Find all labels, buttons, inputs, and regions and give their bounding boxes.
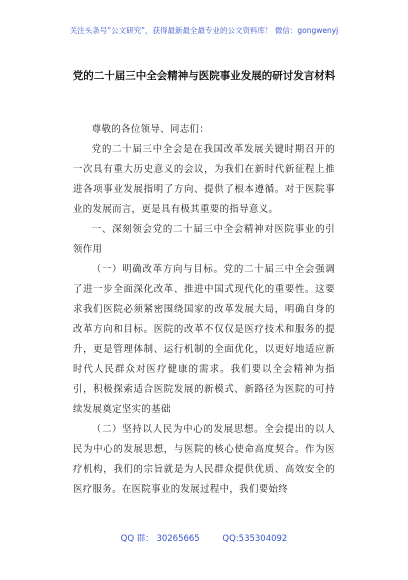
- footer-qq-group: QQ 群： 30265665: [120, 534, 200, 544]
- salutation: 尊敬的各位领导、同志们：: [91, 124, 210, 135]
- document-title: 党的二十届三中全会精神与医院事业发展的研讨发言材料: [72, 70, 336, 82]
- document-body: [73, 120, 335, 500]
- paragraph-intro: 党的二十届三中全会是在我国改革发展关键时期召开的一次具有重大历史意义的会议，为我们在新时代新征程上推进各项事业发展指明了方向、提供了根本遵循。对于医院事业的发展而言，更是具有极其重要的指导意义。: [73, 144, 335, 215]
- paragraph-reform-direction: （一）明确改革方向与目标。党的二十届三中全会强调了进一步全面深化改革、推进中国式现代化的重要性。这要求我们医院必须紧密围绕国家的改革发展大局，明确自身的改革方向和目标。医院的改革不仅仅是医疗技术和服务的提升，更是管理体制、运行机制的全面优化，以更好地适应新时代人民群众对医疗健康的需求。我们要以全会精神为指引，积极探索适合医院发展的新模式、新路径为医院的可持续发展奠定坚实的基础: [73, 264, 335, 415]
- footer-qq-number: QQ:535304092: [222, 534, 288, 544]
- footer-contact: [0, 532, 408, 544]
- paragraph-people-centered: （二）坚持以人民为中心的发展思想。全会提出的以人民为中心的发展思想，与医院的核心使命高度契合。作为医疗机构，我们的宗旨就是为人民群众提供优质、高效安全的医疗服务。在医院事业的发展过程中，我们要始终: [73, 424, 335, 495]
- section-heading-1: 一、深刻领会党的二十届三中全会精神对医院事业的引领作用: [73, 224, 335, 255]
- header-promo-note: 关注头条号“公文研究”，获得最新最全最专业的公文资料库！ 微信：gongwenyj: [69, 26, 339, 35]
